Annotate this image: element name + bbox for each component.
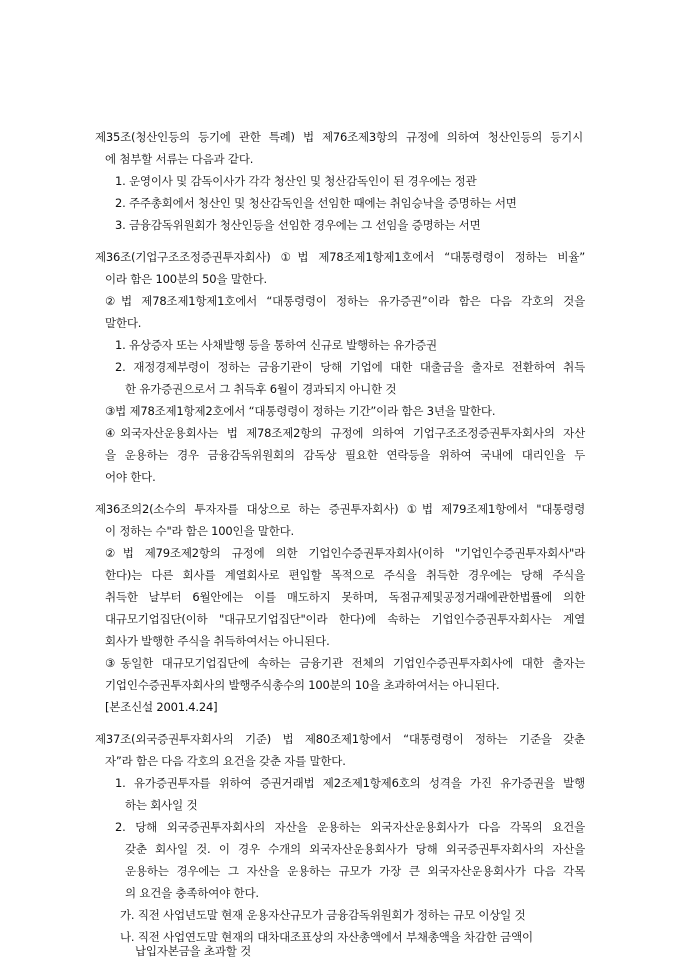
- article-36-heading: 제36조(기업구조조정증권투자회사) ①법 제78조제1항제1호에서 “대통령령이 정하는 비율”: [95, 250, 585, 264]
- article-35-item-1: 1. 운영이사 및 감독이사가 각각 청산인 및 청산감독인이 된 경우에는 정관: [115, 174, 477, 188]
- article-36-heading-cont: 이라 함은 100분의 50을 말한다.: [105, 272, 267, 286]
- article-36-2-note: [본조신설 2001.4.24]: [105, 700, 218, 714]
- article-36-para-3: ③법 제78조제1항제2호에서 “대통령령이 정하는 기간”이라 함은 3년을 말한다.: [105, 404, 496, 418]
- article-36-2-para-2: ②법 제79조제2항의 규정에 의한 기업인수증권투자회사(이하 "기업인수증권투자회사"라: [105, 546, 585, 560]
- article-37-item-2-end: 의 요건을 충족하여야 한다.: [125, 886, 259, 900]
- article-36-2-para-2-cont-2: 취득한 날부터 6월안에는 이를 매도하지 못하며, 독점규제및공정거래에관한법률에 의한: [105, 590, 585, 604]
- article-36-2-para-2-cont-1: 한다)는 다른 회사를 계열회사로 편입할 목적으로 주식을 취득한 경우에는 당해 주식을: [105, 568, 585, 582]
- article-37-item-1: 1. 유가증권투자를 위하여 증권거래법 제2조제1항제6호의 성격을 가진 유가증권을 발행: [115, 776, 585, 790]
- article-36-para-4-end: 어야 한다.: [105, 470, 156, 484]
- article-36-2-heading: 제36조의2(소수의 투자자를 대상으로 하는 증권투자회사) ①법 제79조제1항에서 "대통령령: [95, 502, 585, 516]
- article-37-item-1-cont: 하는 회사일 것: [125, 798, 198, 812]
- article-36-2-para-2-end: 회사가 발행한 주식을 취득하여서는 아니된다.: [105, 634, 330, 648]
- article-36-2-para-3: ③동일한 대규모기업집단에 속하는 금융기관 전체의 기업인수증권투자회사에 대한 출자는: [105, 656, 585, 670]
- article-36-item-2-cont: 한 유가증권으로서 그 취득후 6월이 경과되지 아니한 것: [125, 382, 397, 396]
- article-37-heading-cont: 자”라 함은 다음 각호의 요건을 갖춘 자를 말한다.: [105, 754, 346, 768]
- article-36-2-para-3-cont: 기업인수증권투자회사의 발행주식총수의 100분의 10을 초과하여서는 아니된다.: [105, 678, 500, 692]
- article-37-item-2: 2. 당해 외국증권투자회사의 자산을 운용하는 외국자산운용회사가 다음 각목의 요건을: [115, 820, 585, 834]
- article-36-2-heading-cont: 이 정하는 수"라 함은 100인을 말한다.: [105, 524, 294, 538]
- article-35-item-2: 2. 주주총회에서 청산인 및 청산감독인을 선임한 때에는 취임승낙을 증명하는 서면: [115, 196, 517, 210]
- article-36-para-2: ②법 제78조제1항제1호에서 “대통령령이 정하는 유가증권”이라 함은 다음 각호의 것을: [105, 294, 585, 308]
- article-36-para-4: ④외국자산운용회사는 법 제78조제2항의 규정에 의하여 기업구조조정증권투자회사의 자산: [105, 426, 585, 440]
- article-35-heading: 제35조(청산인등의 등기에 관한 특례) 법 제76조제3항의 규정에 의하여 청산인등의 등기시: [95, 130, 583, 144]
- article-36-2-para-2-cont-3: 대규모기업집단(이하 "대규모기업집단"이라 한다)에 속하는 기업인수증권투자회사는 계열: [105, 612, 585, 626]
- article-37-item-2-cont-1: 갖춘 회사일 것. 이 경우 수개의 외국자산운용회사가 당해 외국증권투자회사의 자산을: [125, 842, 585, 856]
- article-36-para-4-cont: 을 운용하는 경우 금융감독위원회의 감독상 필요한 연락등을 위하여 국내에 대리인을 두: [105, 448, 585, 462]
- article-37-subitem-ga: 가. 직전 사업년도말 현재 운용자산규모가 금융감독위원회가 정하는 규모 이상일 것: [120, 908, 526, 922]
- article-37-heading: 제37조(외국증권투자회사의 기준) 법 제80조제1항에서 “대통령령이 정하는 기준을 갖춘: [95, 732, 585, 746]
- article-36-item-1: 1. 유상증자 또는 사채발행 등을 통하여 신규로 발행하는 유가증권: [115, 338, 437, 352]
- article-35-heading-cont: 에 첨부할 서류는 다음과 같다.: [105, 152, 254, 166]
- article-35-item-3: 3. 금융감독위원회가 청산인등을 선임한 경우에는 그 선임을 증명하는 서면: [115, 218, 481, 232]
- article-36-item-2: 2. 재정경제부령이 정하는 금융기관이 당해 기업에 대한 대출금을 출자로 전환하여 취득: [115, 360, 585, 374]
- article-36-para-2-cont: 말한다.: [105, 316, 142, 330]
- article-37-subitem-na: 나. 직전 사업연도말 현재의 대차대조표상의 자산총액에서 부채총액을 차감한 금액이: [120, 930, 533, 944]
- article-37-item-2-cont-2: 운용하는 경우에는 그 자산을 운용하는 규모가 가장 큰 외국자산운용회사가 다음 각목: [125, 864, 585, 878]
- article-37-subitem-na-cont: 납입자본금을 초과할 것: [135, 944, 251, 958]
